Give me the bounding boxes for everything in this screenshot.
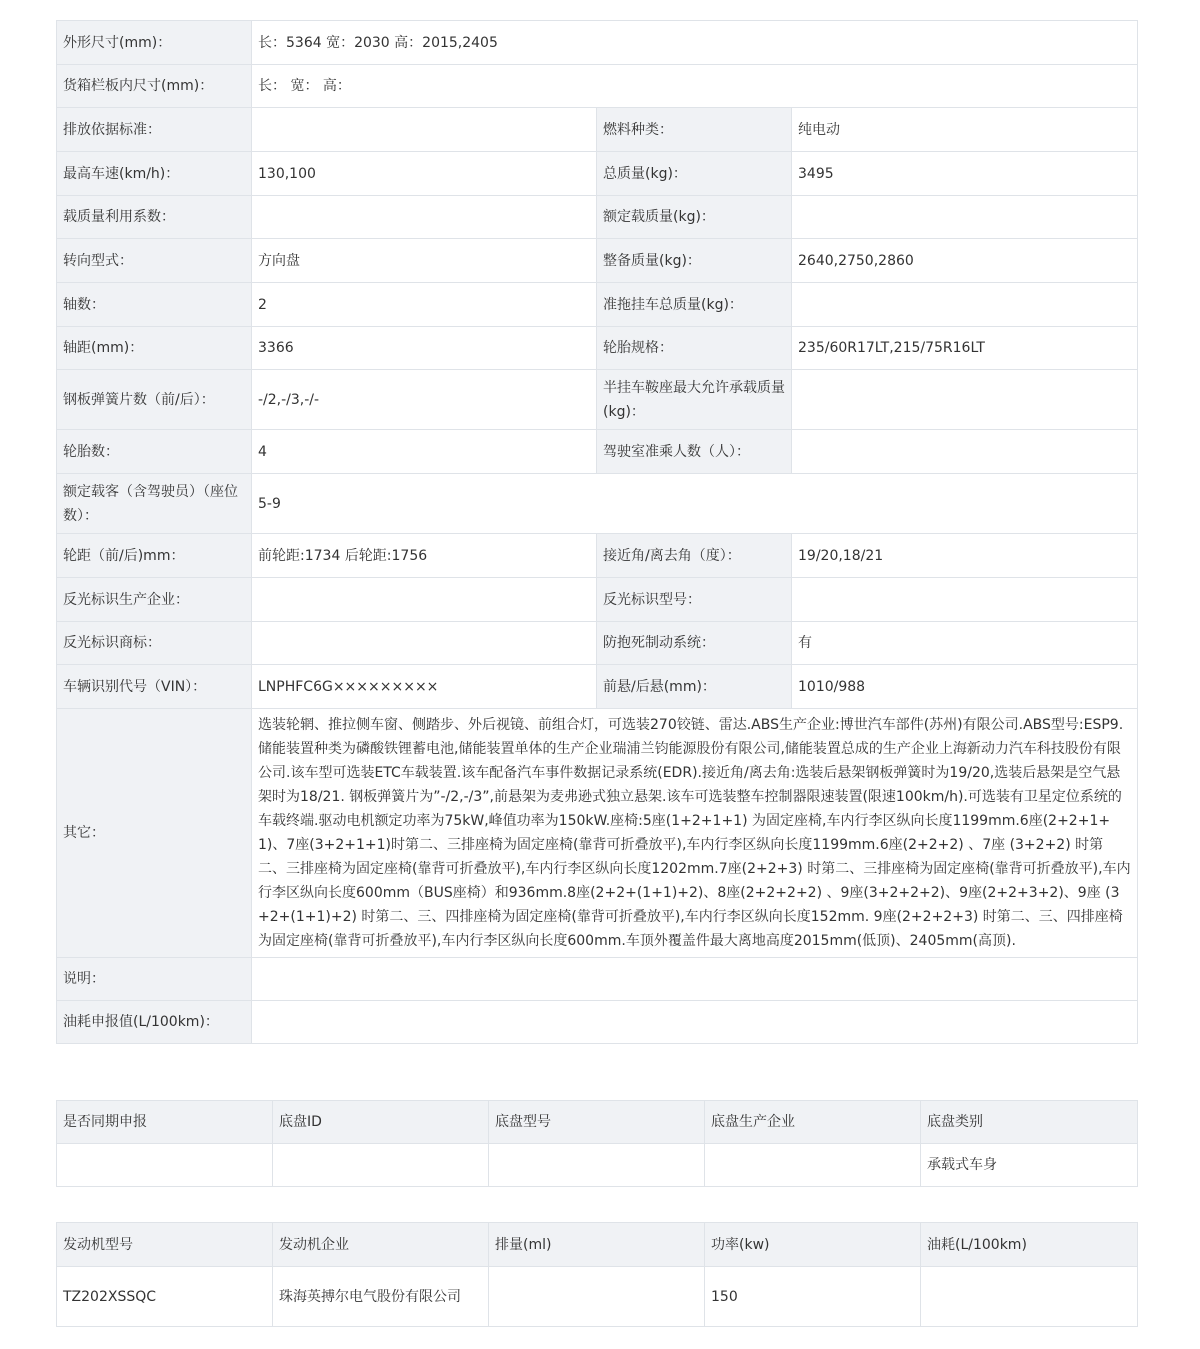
engine-table (56, 1222, 1138, 1327)
param-row (57, 196, 1138, 239)
chassis-category-value: 承载式车身 (921, 1144, 1138, 1187)
param-label: 最高车速(km/h)： (57, 152, 252, 196)
chassis-header-row (57, 1101, 1138, 1144)
param-value (252, 196, 597, 239)
param-row (57, 327, 1138, 370)
param-label: 排放依据标准： (57, 108, 252, 152)
fuel-consumption-row (57, 1001, 1138, 1044)
chassis-header-manufacturer: 底盘生产企业 (705, 1101, 921, 1144)
param-value (792, 578, 1138, 622)
param-value: 方向盘 (252, 239, 597, 283)
param-label: 轴距(mm)： (57, 327, 252, 370)
chassis-id-value (273, 1144, 489, 1187)
param-label: 轮胎数： (57, 430, 252, 474)
other-label: 其它： (57, 709, 252, 958)
engine-fuel-value (921, 1267, 1138, 1327)
param-label: 轮距（前/后)mm： (57, 534, 252, 578)
engine-header-fuel: 油耗(L/100km) (921, 1223, 1138, 1267)
chassis-header-id: 底盘ID (273, 1101, 489, 1144)
engine-header-displacement: 排量(ml) (489, 1223, 705, 1267)
param-value (792, 370, 1138, 430)
param-value: 5-9 (252, 474, 1138, 534)
param-value: 3366 (252, 327, 597, 370)
param-row (57, 152, 1138, 196)
param-value: -/2,-/3,-/- (252, 370, 597, 430)
param-label: 接近角/离去角（度）： (597, 534, 792, 578)
param-label: 货箱栏板内尺寸(mm)： (57, 65, 252, 108)
param-label: 半挂车鞍座最大允许承载质量(kg)： (597, 370, 792, 430)
param-value: LNPHFC6G××××××××× (252, 665, 597, 709)
other-remarks-text: 选装轮辋、推拉侧车窗、侧踏步、外后视镜、前组合灯，可选装270铰链、雷达.ABS生产企业:博世汽车部件(苏州)有限公司.ABS型号:ESP9.储能装置种类为磷酸铁锂蓄电池,储能装置单体的生产企业瑞浦兰钧能源股份有限公司,储能装置总成的生产企业上海新动力汽车科技股份有限公司.该车型可选装ETC车载装置.该车配备汽车事件数据记录系统(EDR).接近角/离去角:选装后悬架钢板弹簧时为19/20,选装后悬架是空气悬架时为18/21. 钢板弹簧片为”-/2,-/3”,前悬架为麦弗逊式独立悬架.该车可选装整车控制器限速装置(限速100km/h).可选装有卫星定位系统的车载终端.驱动电机额定功率为75kW,峰值功率为150kW.座椅:5座(1+2+1+1) 为固定座椅,车内行李区纵向长度1199mm.6座(2+2+1+1)、7座(3+2+1+1)时第二、三排座椅为固定座椅(靠背可折叠放平),车内行李区纵向长度1199mm.6座(2+2+2) 、7座 (3+2+2) 时第二、三排座椅为固定座椅(靠背可折叠放平),车内行李区纵向长度1202mm.7座(2+2+3) 时第二、三排座椅为固定座椅(靠背可折叠放平),车内行李区纵向长度600mm（BUS座椅）和936mm.8座(2+2+(1+1)+2)、8座(2+2+2+2) 、9座(3+2+2+2)、9座(2+2+3+2)、9座 (3+2+(1+1)+2) 时第二、三、四排座椅为固定座椅(靠背可折叠放平),车内行李区纵向长度152mm. 9座(2+2+2+3) 时第二、三、四排座椅为固定座椅(靠背可折叠放平),车内行李区纵向长度600mm.车顶外覆盖件最大离地高度2015mm(低顶)、2405mm(高顶). (252, 709, 1138, 958)
engine-header-manufacturer: 发动机企业 (273, 1223, 489, 1267)
param-value (792, 430, 1138, 474)
fuel-consumption-value (252, 1001, 1138, 1044)
param-value (252, 622, 597, 665)
param-value: 3495 (792, 152, 1138, 196)
param-label: 转向型式： (57, 239, 252, 283)
chassis-data-row (57, 1144, 1138, 1187)
engine-power-value: 150 (705, 1267, 921, 1327)
chassis-header-category: 底盘类别 (921, 1101, 1138, 1144)
param-label: 前悬/后悬(mm)： (597, 665, 792, 709)
param-row (57, 283, 1138, 327)
param-label: 轮胎规格： (597, 327, 792, 370)
param-value (252, 578, 597, 622)
chassis-model-value (489, 1144, 705, 1187)
engine-displacement-value (489, 1267, 705, 1327)
engine-header-row (57, 1223, 1138, 1267)
chassis-table (56, 1100, 1138, 1187)
param-label: 额定载客（含驾驶员）（座位数）： (57, 474, 252, 534)
param-row (57, 21, 1138, 65)
param-value (792, 283, 1138, 327)
param-label: 轴数： (57, 283, 252, 327)
param-label: 防抱死制动系统： (597, 622, 792, 665)
fuel-consumption-label: 油耗申报值(L/100km)： (57, 1001, 252, 1044)
param-row (57, 474, 1138, 534)
chassis-same-period-value (57, 1144, 273, 1187)
param-row (57, 108, 1138, 152)
param-value: 前轮距:1734 后轮距:1756 (252, 534, 597, 578)
param-label: 额定载质量(kg)： (597, 196, 792, 239)
note-value (252, 958, 1138, 1001)
param-label: 反光标识生产企业： (57, 578, 252, 622)
param-row (57, 239, 1138, 283)
param-label: 驾驶室准乘人数（人）： (597, 430, 792, 474)
param-value: 长： 宽： 高： (252, 65, 1138, 108)
param-row (57, 370, 1138, 430)
param-value: 1010/988 (792, 665, 1138, 709)
param-label: 总质量(kg)： (597, 152, 792, 196)
param-label: 反光标识商标： (57, 622, 252, 665)
param-label: 外形尺寸(mm)： (57, 21, 252, 65)
param-label: 车辆识别代号（VIN）： (57, 665, 252, 709)
param-value: 2640,2750,2860 (792, 239, 1138, 283)
param-label: 反光标识型号： (597, 578, 792, 622)
param-label: 整备质量(kg)： (597, 239, 792, 283)
param-row (57, 65, 1138, 108)
param-value: 130,100 (252, 152, 597, 196)
param-value (252, 108, 597, 152)
param-row (57, 430, 1138, 474)
param-label: 载质量利用系数： (57, 196, 252, 239)
note-label: 说明： (57, 958, 252, 1001)
param-value: 4 (252, 430, 597, 474)
engine-manufacturer-value: 珠海英搏尔电气股份有限公司 (273, 1267, 489, 1327)
param-row (57, 665, 1138, 709)
param-label: 钢板弹簧片数（前/后）： (57, 370, 252, 430)
param-row (57, 622, 1138, 665)
engine-header-power: 功率(kw) (705, 1223, 921, 1267)
chassis-header-same-period: 是否同期申报 (57, 1101, 273, 1144)
other-row (57, 709, 1138, 958)
param-value: 19/20,18/21 (792, 534, 1138, 578)
param-value: 235/60R17LT,215/75R16LT (792, 327, 1138, 370)
chassis-header-model: 底盘型号 (489, 1101, 705, 1144)
param-row (57, 578, 1138, 622)
param-value: 长：5364 宽：2030 高：2015,2405 (252, 21, 1138, 65)
vehicle-params-table (56, 20, 1138, 1044)
param-value: 2 (252, 283, 597, 327)
note-row (57, 958, 1138, 1001)
param-label: 燃料种类： (597, 108, 792, 152)
engine-data-row (57, 1267, 1138, 1327)
chassis-manufacturer-value (705, 1144, 921, 1187)
param-value (792, 196, 1138, 239)
param-value: 有 (792, 622, 1138, 665)
engine-header-model: 发动机型号 (57, 1223, 273, 1267)
param-row (57, 534, 1138, 578)
engine-model-value: TZ202XSSQC (57, 1267, 273, 1327)
param-label: 准拖挂车总质量(kg)： (597, 283, 792, 327)
param-value: 纯电动 (792, 108, 1138, 152)
